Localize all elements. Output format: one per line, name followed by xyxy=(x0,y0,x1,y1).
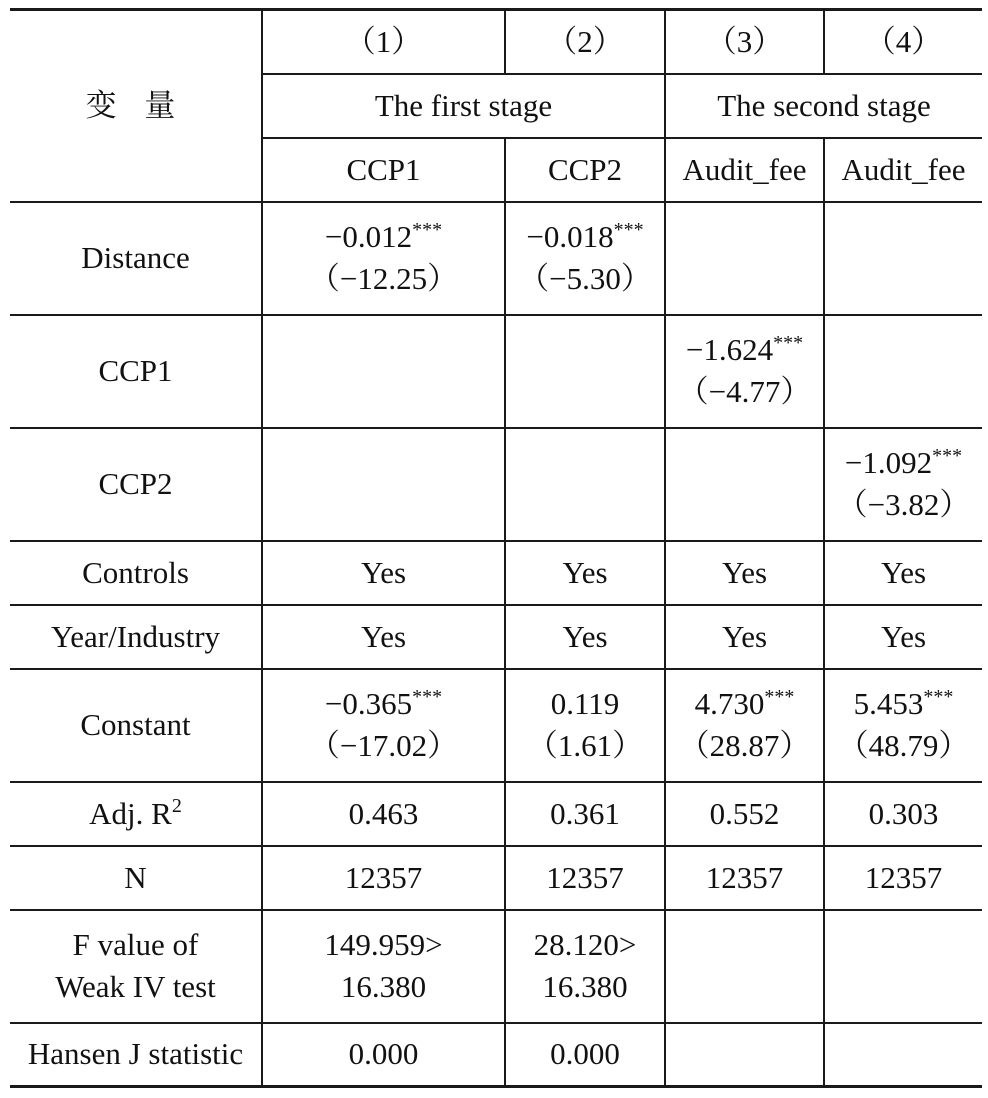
cell-f-value-2 xyxy=(505,910,665,1023)
coef: −0.012 xyxy=(324,219,413,255)
row-label-adj-r2 xyxy=(10,782,262,846)
cell-distance-4 xyxy=(824,202,982,315)
row-label-ccp1: CCP1 xyxy=(10,315,262,428)
t-stat: （−4.77） xyxy=(677,374,812,409)
t-stat: （−17.02） xyxy=(308,728,459,763)
row-label-n: N xyxy=(10,846,262,910)
cell-n-1: 12357 xyxy=(262,846,505,910)
cell-year-industry-3: Yes xyxy=(665,605,824,669)
stage-second-header: The second stage xyxy=(665,74,982,138)
regression-table xyxy=(10,8,982,1088)
cell-hansen-j-2: 0.000 xyxy=(505,1023,665,1087)
cell-hansen-j-3 xyxy=(665,1023,824,1087)
cell-distance-3 xyxy=(665,202,824,315)
row-label-distance: Distance xyxy=(10,202,262,315)
cell-adj-r2-4: 0.303 xyxy=(824,782,982,846)
f-value-line2: 16.380 xyxy=(542,969,628,1004)
row-label-ccp2: CCP2 xyxy=(10,428,262,541)
significance-stars: *** xyxy=(932,445,963,468)
coef: 4.730 xyxy=(694,686,765,722)
cell-adj-r2-1: 0.463 xyxy=(262,782,505,846)
cell-year-industry-2: Yes xyxy=(505,605,665,669)
cell-constant-1 xyxy=(262,669,505,782)
f-value-label-line2: Weak IV test xyxy=(55,969,216,1004)
cell-constant-3 xyxy=(665,669,824,782)
header-row-column-numbers xyxy=(10,10,982,74)
dependent-var-1: CCP1 xyxy=(262,138,505,202)
significance-stars: *** xyxy=(773,332,804,355)
row-ccp1 xyxy=(10,315,982,428)
significance-stars: *** xyxy=(412,686,443,709)
coef: −1.624 xyxy=(685,332,774,368)
cell-n-3: 12357 xyxy=(665,846,824,910)
cell-year-industry-1: Yes xyxy=(262,605,505,669)
f-value-line2: 16.380 xyxy=(340,969,427,1004)
row-hansen-j xyxy=(10,1023,982,1087)
coef: −1.092 xyxy=(844,445,933,481)
cell-ccp1-2 xyxy=(505,315,665,428)
column-number-3: （3） xyxy=(665,10,824,74)
column-number-1: （1） xyxy=(262,10,505,74)
significance-stars: *** xyxy=(764,686,795,709)
significance-stars: *** xyxy=(613,219,644,242)
cell-controls-3: Yes xyxy=(665,541,824,605)
t-stat: （−3.82） xyxy=(836,487,971,522)
cell-controls-1: Yes xyxy=(262,541,505,605)
cell-hansen-j-1: 0.000 xyxy=(262,1023,505,1087)
row-label-constant: Constant xyxy=(10,669,262,782)
cell-f-value-1 xyxy=(262,910,505,1023)
cell-n-4: 12357 xyxy=(824,846,982,910)
cell-constant-4 xyxy=(824,669,982,782)
dependent-var-4: Audit_fee xyxy=(824,138,982,202)
row-controls xyxy=(10,541,982,605)
t-stat: （−5.30） xyxy=(518,261,652,296)
cell-ccp2-3 xyxy=(665,428,824,541)
adj-r2-label: Adj. R xyxy=(89,795,172,831)
row-year-industry xyxy=(10,605,982,669)
row-n xyxy=(10,846,982,910)
row-constant xyxy=(10,669,982,782)
cell-ccp1-4 xyxy=(824,315,982,428)
column-number-2: （2） xyxy=(505,10,665,74)
row-ccp2 xyxy=(10,428,982,541)
adj-r2-superscript: 2 xyxy=(171,794,182,817)
variable-header: 变 量 xyxy=(10,10,262,202)
row-label-controls: Controls xyxy=(10,541,262,605)
cell-controls-2: Yes xyxy=(505,541,665,605)
row-f-value xyxy=(10,910,982,1023)
f-value-line1: 28.120> xyxy=(533,927,637,963)
t-stat: （28.87） xyxy=(678,728,811,763)
row-label-hansen-j: Hansen J statistic xyxy=(10,1023,262,1087)
t-stat: （−12.25） xyxy=(308,261,459,296)
significance-stars: *** xyxy=(412,219,443,242)
cell-ccp2-1 xyxy=(262,428,505,541)
cell-year-industry-4: Yes xyxy=(824,605,982,669)
significance-stars: *** xyxy=(923,686,954,709)
cell-ccp2-4 xyxy=(824,428,982,541)
column-number-4: （4） xyxy=(824,10,982,74)
cell-f-value-3 xyxy=(665,910,824,1023)
f-value-label-line1: F value of xyxy=(72,927,199,963)
cell-distance-2 xyxy=(505,202,665,315)
dependent-var-2: CCP2 xyxy=(505,138,665,202)
cell-ccp1-3 xyxy=(665,315,824,428)
coef: −0.365 xyxy=(324,686,413,722)
cell-f-value-4 xyxy=(824,910,982,1023)
cell-ccp2-2 xyxy=(505,428,665,541)
cell-constant-2 xyxy=(505,669,665,782)
row-label-year-industry: Year/Industry xyxy=(10,605,262,669)
cell-ccp1-1 xyxy=(262,315,505,428)
row-adj-r2 xyxy=(10,782,982,846)
f-value-line1: 149.959> xyxy=(324,927,443,963)
cell-adj-r2-3: 0.552 xyxy=(665,782,824,846)
stage-first-header: The first stage xyxy=(262,74,665,138)
cell-controls-4: Yes xyxy=(824,541,982,605)
row-distance xyxy=(10,202,982,315)
coef: 5.453 xyxy=(853,686,924,722)
coef: −0.018 xyxy=(526,219,614,255)
cell-hansen-j-4 xyxy=(824,1023,982,1087)
row-label-f-value xyxy=(10,910,262,1023)
cell-n-2: 12357 xyxy=(505,846,665,910)
t-stat: （48.79） xyxy=(837,728,970,763)
t-stat: （1.61） xyxy=(526,728,644,763)
cell-distance-1 xyxy=(262,202,505,315)
dependent-var-3: Audit_fee xyxy=(665,138,824,202)
cell-adj-r2-2: 0.361 xyxy=(505,782,665,846)
coef: 0.119 xyxy=(550,686,620,722)
